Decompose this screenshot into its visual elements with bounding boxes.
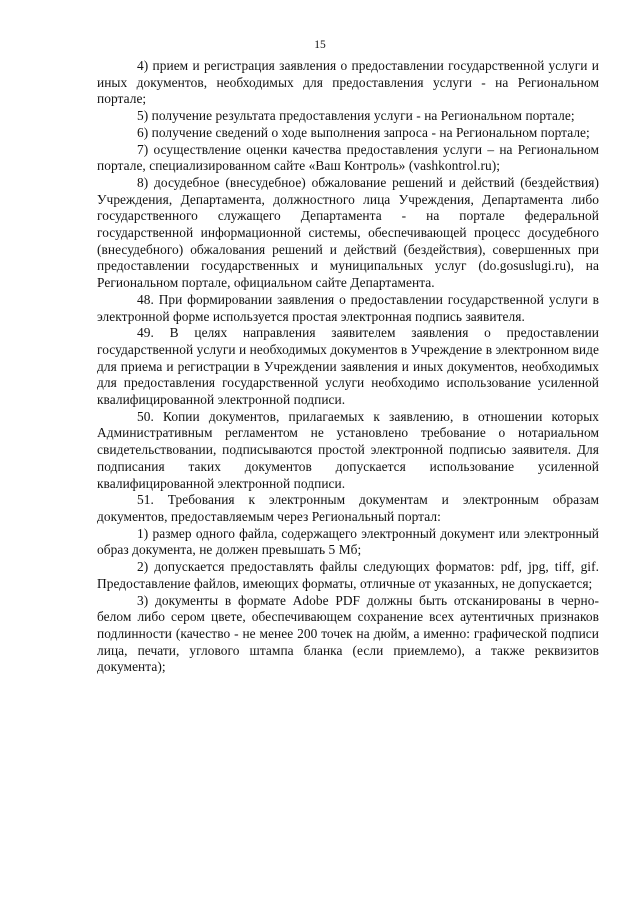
document-body — [97, 58, 599, 676]
paragraph-clause-51: 51. Требования к электронным документам и электронным образам документов, предоставляемым через Региональный портал: — [97, 492, 599, 524]
paragraph-item-7: 7) осуществление оценки качества предоставления услуги – на Региональном портале, специализированном сайте «Ваш Контроль» (vashkontrol.ru); — [97, 141, 599, 174]
paragraph-clause-48: 48. При формировании заявления о предоставлении государственной услуги в электронной форме используется простая электронная подпись заявителя. — [97, 291, 599, 324]
paragraph-item-6: 6) получение сведений о ходе выполнения запроса - на Региональном портале; — [137, 124, 590, 140]
paragraph-clause-49: 49. В целях направления заявителем заявления о предоставлении государственной услуги и необходимых документов в Учреждение в электронном виде для приема и регистрации в Учреждении заявления и иных документов, необходимых для предоставления государственной услуги необходимо использование усиленной квалифицированной электронной подписи. — [97, 325, 599, 408]
page-number: 15 — [314, 39, 326, 51]
paragraph-clause-50: 50. Копии документов, прилагаемых к заявлению, в отношении которых Административным регламентом не установлено требование о нотариальном свидетельствовании, подписываются простой электронной подписью заявителя. Для подписания таких документов допускается использование усиленной квалифицированной электронной подписи. — [97, 408, 599, 491]
paragraph-requirement-1: 1) размер одного файла, содержащего электронный документ или электронный образ документа, не должен превышать 5 Мб; — [97, 525, 599, 558]
paragraph-item-8: 8) досудебное (внесудебное) обжалование решений и действий (бездействия) Учреждения, Департамента, должностного лица Учреждения, Департамента либо государственного служащего Департамента - на портале федеральной государственной информационной системы, обеспечивающей процесс досудебного (внесудебного) обжалования решений и действий (бездействия), совершенных при предоставлении государственных и муниципальных услуг (do.gosuslugi.ru), на Региональном портале, официальном сайте Департамента. — [97, 174, 599, 291]
paragraph-requirement-3: 3) документы в формате Adobe PDF должны быть отсканированы в черно-белом либо сером цвете, обеспечивающем сохранение всех аутентичных признаков подлинности (качество - не менее 200 точек на дюйм, а именно: графической подписи лица, печати, углового штампа бланка (если приемлемо), а также реквизитов документа); — [97, 592, 599, 675]
paragraph-item-5: 5) получение результата предоставления услуги - на Региональном портале; — [137, 108, 575, 124]
paragraph-requirement-2: 2) допускается предоставлять файлы следующих форматов: pdf, jpg, tiff, gif. Предоставление файлов, имеющих форматы, отличные от указанных, не допускается; — [97, 559, 599, 591]
paragraph-item-4: 4) прием и регистрация заявления о предоставлении государственной услуги и иных документов, необходимых для предоставления услуги - на Региональном портале; — [97, 58, 599, 107]
